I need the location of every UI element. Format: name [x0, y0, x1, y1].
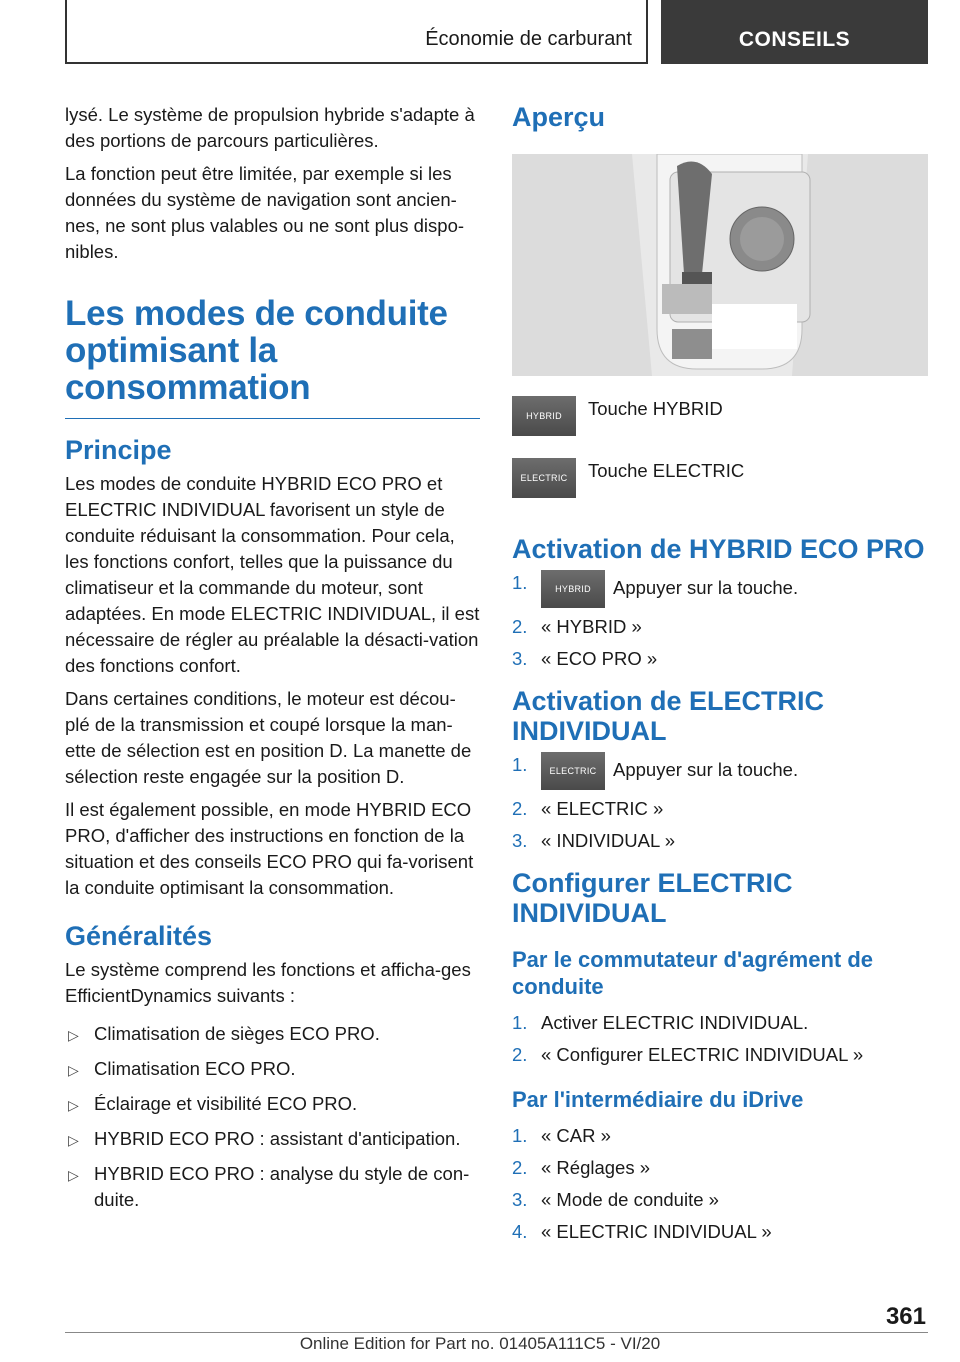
paragraph: Il est également possible, en mode HYBRID ECO PRO, d'afficher des instructions en fonction de la situation et des conseils ECO PRO qui fa-vorisent la conduite optimisant la consommation.	[65, 799, 474, 898]
center-console-illustration	[512, 154, 928, 376]
list-item: ▷ HYBRID ECO PRO : analyse du style de con-duite.	[68, 1163, 470, 1210]
edition-note: Online Edition for Part no. 01405A111C5 - VI/20	[299, 1334, 661, 1353]
electric-button-image: ELECTRIC	[541, 752, 605, 790]
step-item: 1. « CAR »	[512, 1125, 611, 1146]
heading-generalites: Généralités	[65, 921, 213, 951]
page-header	[65, 0, 928, 64]
heading-electric-activation: Activation de ELECTRIC INDIVIDUAL	[512, 686, 825, 746]
list-item: ▷ Climatisation de sièges ECO PRO.	[65, 1021, 480, 1047]
chapter-title: CONSEILS	[738, 28, 851, 51]
step-item: 3. « Mode de conduite »	[512, 1189, 719, 1210]
gear-selector-photo	[512, 154, 928, 376]
step-item: 1. HYBRID Appuyer sur la touche.	[512, 570, 928, 608]
subheading-idrive: Par l'intermédiaire du iDrive	[512, 1087, 804, 1112]
paragraph: La fonction peut être limitée, par exemple si les données du système de navigation sont ancien-nes, ne sont plus valables ou ne sont plus dispo-nibles.	[65, 163, 465, 262]
paragraph: Dans certaines conditions, le moteur est décou-plé de la transmission et coupé lorsque la man-ette de sélection est en position D. La manette de sélection reste engagée sur la position D.	[65, 688, 472, 787]
paragraph: lysé. Le système de propulsion hybride s'adapte à des portions de parcours particulières.	[65, 104, 475, 151]
triangle-bullet-icon: ▷	[68, 1167, 79, 1183]
triangle-bullet-icon: ▷	[68, 1097, 79, 1113]
triangle-bullet-icon: ▷	[68, 1062, 79, 1078]
step-item: 1. Activer ELECTRIC INDIVIDUAL.	[512, 1012, 809, 1033]
step-item: 3. « ECO PRO »	[512, 648, 658, 669]
switch-steps	[512, 1010, 928, 1068]
hybrid-button-image: HYBRID	[541, 570, 605, 608]
section-tab	[65, 0, 648, 64]
key-label: Touche ELECTRIC	[588, 460, 745, 481]
heading-hybrid-activation: Activation de HYBRID ECO PRO	[512, 534, 925, 564]
step-item: 2. « Configurer ELECTRIC INDIVIDUAL »	[512, 1044, 864, 1065]
idrive-steps	[512, 1123, 928, 1245]
step-item: 2. « ELECTRIC »	[512, 798, 664, 819]
paragraph: Les modes de conduite HYBRID ECO PRO et ELECTRIC INDIVIDUAL favorisent un style de conduite réduisant la consommation. Pour cela, les fonctions confort, telles que la puissance du climatiseur et la commande du moteur, sont adaptées. En mode ELECTRIC INDIVIDUAL, il est nécessaire de régler au préalable la désacti-vation des fonctions confort.	[65, 473, 480, 676]
heading-configure-electric: Configurer ELECTRIC INDIVIDUAL	[512, 868, 793, 928]
step-item: 2. « HYBRID »	[512, 616, 642, 637]
list-item: ▷ HYBRID ECO PRO : assistant d'anticipation.	[65, 1126, 480, 1152]
subheading-switch: Par le commutateur d'agrément de conduite	[512, 947, 874, 999]
triangle-bullet-icon: ▷	[68, 1132, 79, 1148]
section-title: Économie de carburant	[425, 28, 632, 50]
hybrid-steps	[512, 570, 928, 672]
hybrid-button-image: HYBRID	[512, 396, 576, 436]
footer-divider	[65, 1332, 928, 1333]
step-item: 1. ELECTRIC Appuyer sur la touche.	[512, 752, 928, 790]
page-number: 361	[885, 1303, 926, 1330]
heading-principe: Principe	[65, 435, 172, 465]
step-item: 3. « INDIVIDUAL »	[512, 830, 675, 851]
chapter-tab	[661, 0, 928, 64]
feature-list	[65, 1021, 480, 1213]
paragraph: Le système comprend les fonctions et afficha-ges EfficientDynamics suivants :	[65, 959, 471, 1006]
main-heading: Les modes de conduite optimisant la consommation	[65, 294, 448, 407]
right-column	[512, 102, 928, 1251]
key-label: Touche HYBRID	[588, 398, 723, 419]
list-item: ▷ Climatisation ECO PRO.	[65, 1056, 480, 1082]
left-column	[65, 102, 480, 1222]
electric-steps	[512, 752, 928, 854]
heading-apercu: Aperçu	[512, 102, 606, 132]
key-legend-hybrid	[512, 396, 928, 458]
electric-button-image: ELECTRIC	[512, 458, 576, 498]
triangle-bullet-icon: ▷	[68, 1027, 79, 1043]
list-item: ▷ Éclairage et visibilité ECO PRO.	[65, 1091, 480, 1117]
step-item: 2. « Réglages »	[512, 1157, 651, 1178]
main-heading-block	[65, 295, 480, 419]
step-item: 4. « ELECTRIC INDIVIDUAL »	[512, 1221, 772, 1242]
key-legend-electric	[512, 458, 928, 520]
